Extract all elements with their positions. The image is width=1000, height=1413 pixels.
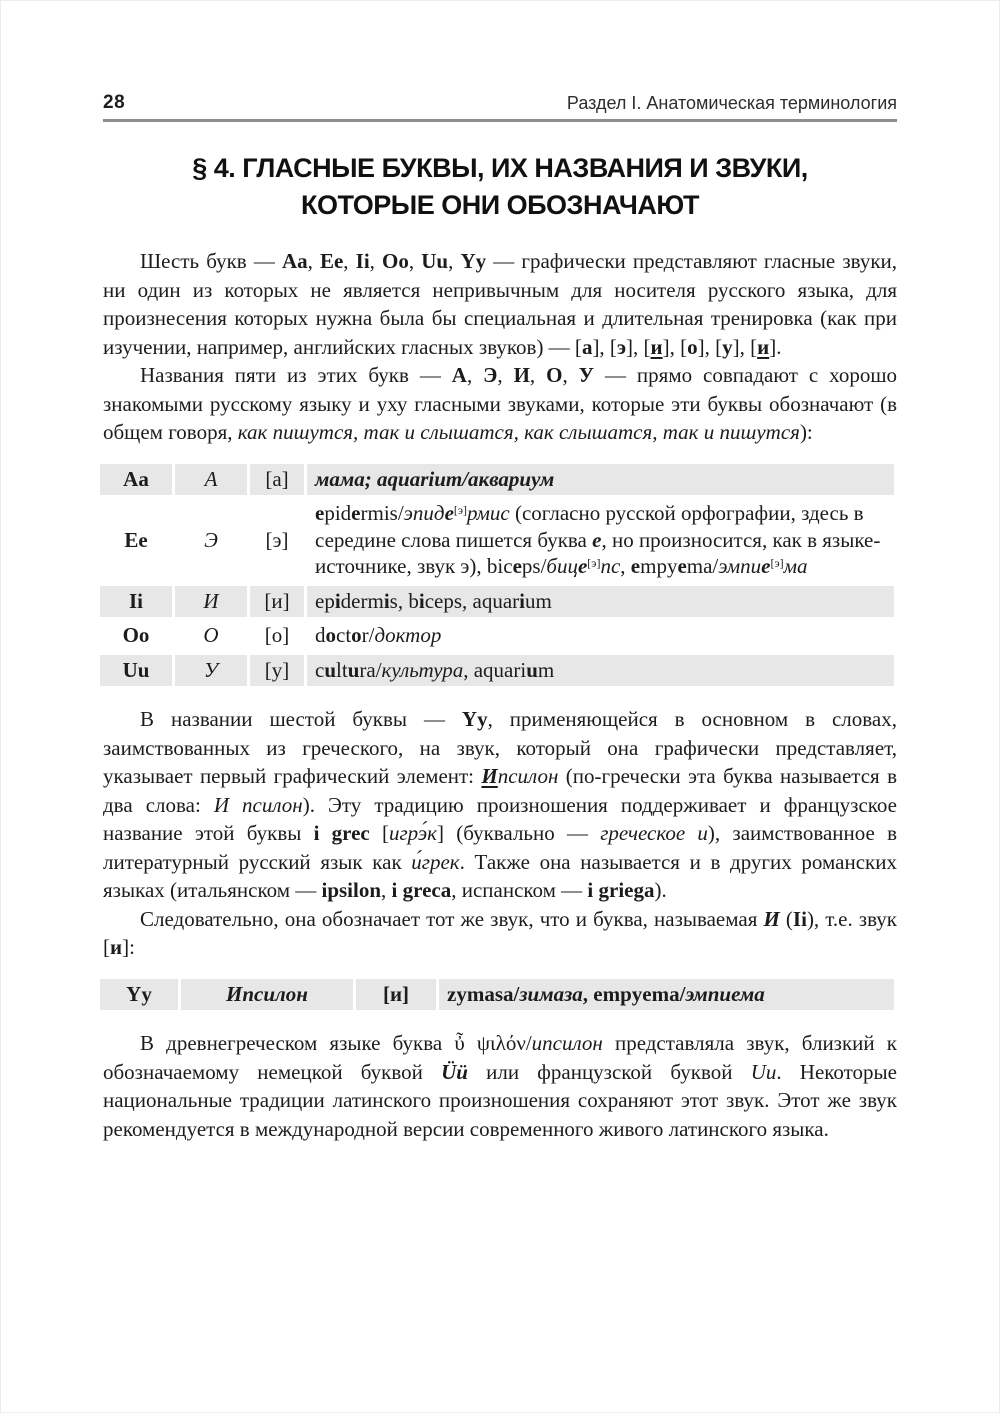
text-run: и [757, 334, 770, 359]
text-run: Aa [123, 466, 149, 491]
text-run: псилон [497, 764, 559, 788]
text-run: О [203, 623, 219, 647]
text-run: mpy [640, 554, 678, 578]
text-run: Yy [460, 249, 487, 273]
table-cell [250, 498, 304, 583]
text-run: rmis/ [360, 501, 404, 525]
text-run: / [679, 981, 686, 1006]
table-row [100, 498, 894, 583]
text-run: m [537, 657, 555, 682]
text-run: [э] [265, 527, 289, 552]
text-run: ceps, aquar [424, 588, 520, 613]
text-run: d [315, 623, 326, 647]
table-row [100, 655, 894, 687]
text-run: ипсилон [531, 1031, 603, 1055]
text-run: i [334, 588, 341, 613]
text-run: и [650, 334, 663, 359]
text-run: um [525, 588, 552, 613]
text-run: И [203, 588, 219, 613]
table-cell [356, 979, 436, 1011]
text-run: . Также она называется и в других романских языках (итальянском — [103, 849, 898, 902]
text-run: е [592, 527, 602, 552]
text-run: ], [ [662, 334, 688, 359]
table-row [100, 620, 894, 652]
text-run: , [497, 363, 514, 387]
text-run: ], [ [697, 334, 723, 359]
table-cell [307, 586, 894, 618]
text-run: ra/ [359, 657, 382, 682]
text-run: Oo [122, 623, 150, 647]
text-run: и [110, 935, 123, 959]
text-run: ). Эту традицию произношения поддерживает и французское название этой буквы [103, 792, 897, 845]
text-run: Ii [355, 249, 370, 273]
table-cell [307, 464, 894, 496]
text-run: , но произносится, как в языке-источнике, звук э), bic [315, 527, 881, 578]
text-run: Oo [382, 249, 409, 273]
text-run: Ii [128, 588, 143, 613]
paragraph-consequently [103, 905, 897, 962]
text-run: o [351, 623, 362, 647]
text-run: Yy [126, 981, 152, 1006]
text-run: e [315, 501, 325, 525]
table-cell [175, 586, 247, 618]
text-run: А [204, 466, 218, 491]
text-run: (согласно русской орфографии, здесь в середине слова пишется буква [315, 501, 864, 552]
text-run: пс [600, 554, 621, 578]
text-run: , [448, 249, 461, 273]
table-cell [307, 655, 894, 687]
text-run: и́грек [411, 849, 460, 874]
text-run: доктор [374, 623, 442, 647]
table-cell [100, 464, 172, 496]
text-run: е [761, 554, 771, 578]
table-cell [250, 464, 304, 496]
text-run: И [763, 906, 780, 931]
text-run: e [512, 554, 522, 578]
text-run: pid [324, 501, 352, 525]
text-run: ма [783, 554, 808, 578]
text-run: u [347, 657, 360, 682]
text-run: Aa [281, 249, 308, 273]
text-run: r/ [361, 623, 375, 647]
text-run: И псилон [213, 792, 303, 817]
table-cell [175, 498, 247, 583]
table-cell [175, 655, 247, 687]
text-run: ], [ [732, 334, 758, 359]
text-run: , применяющейся в основном в словах, заимствованных из греческого, на звук, который она графически представляет, указывает первый графический элемент: [103, 707, 897, 788]
text-run: эмпи [718, 554, 762, 578]
text-run: ), заимствованное в литературный русский язык как [103, 821, 897, 874]
text-run: u [324, 657, 337, 682]
running-head: Раздел I. Анатомическая терминология [566, 93, 897, 113]
text-run: Ипсилон [226, 981, 308, 1006]
text-run: игрэ́к [388, 821, 437, 845]
header-rule [103, 119, 897, 122]
text-run: Uu [421, 249, 449, 273]
paragraph-ancient-greek [103, 1029, 897, 1143]
text-run: ]: [122, 935, 135, 959]
table-cell [250, 586, 304, 618]
text-run: а [581, 334, 593, 359]
text-run: e [677, 554, 687, 578]
text-run: i grec [313, 821, 370, 845]
text-run: е [577, 554, 588, 578]
paragraph-six-letters [103, 247, 897, 361]
text-run: греческое и [600, 821, 708, 845]
text-run: . Некоторые национальные традиции латинского произношения сохраняют этот звук. Этот же звук рекомендуется в международной версии современного живого латинского языка. [103, 1059, 897, 1141]
text-run: зимаза [519, 981, 583, 1006]
text-run: / [513, 981, 520, 1006]
text-run: [э] [770, 556, 784, 570]
text-run: культура [381, 657, 464, 682]
text-run: Следовательно, она обозначает тот же звук, что и буква, называемая [140, 906, 764, 931]
book-page [103, 0, 897, 1143]
text-run: ], [ [592, 334, 617, 359]
text-run: , [408, 249, 422, 273]
text-run: ( [779, 906, 793, 931]
text-run: А [451, 363, 467, 387]
text-run: ], [ [626, 334, 651, 359]
text-run: i [383, 588, 390, 613]
text-run: У [578, 363, 595, 387]
text-run: Uu [122, 657, 150, 682]
text-run: / [525, 1031, 532, 1055]
table-cell [250, 620, 304, 652]
page-number: 28 [103, 92, 126, 113]
ypsilon-table [97, 976, 897, 1014]
text-run: ]. [769, 334, 782, 359]
text-run: О [546, 363, 563, 387]
page-header [103, 0, 897, 114]
table-cell [175, 620, 247, 652]
table-cell [439, 979, 894, 1011]
text-run: [и] [264, 588, 290, 613]
table-cell [100, 979, 178, 1011]
text-run: И [513, 363, 530, 387]
text-run: i greca [391, 878, 452, 902]
section-heading-line-1: § 4. ГЛАСНЫЕ БУКВЫ, ИХ НАЗВАНИЯ И ЗВУКИ, [192, 153, 808, 183]
text-run: [а] [265, 466, 289, 491]
body-content [103, 247, 897, 1143]
text-run: Ee [319, 249, 344, 273]
text-run: В названии шестой буквы — [140, 707, 462, 731]
text-run: о [687, 334, 698, 359]
text-run: биц [546, 554, 578, 578]
text-run: [э] [453, 503, 468, 517]
text-run: derm [340, 588, 384, 613]
section-heading [103, 150, 897, 224]
text-run: , [466, 363, 484, 387]
text-run: — графически представляют гласные звуки, ни один из которых не является непривычным для носителя русского языка, для произнесения которых нужна была бы специальная и длительная тренировка (как при изучении, например, английских гласных звуков) — [ [103, 249, 898, 359]
text-run: Ee [124, 527, 148, 552]
text-run: , [529, 363, 547, 387]
text-run: ὖ ψιλόν [454, 1031, 526, 1055]
text-run: е [444, 501, 454, 525]
text-run: [о] [264, 623, 290, 647]
text-run: , [620, 554, 631, 578]
text-run: эмпиема [685, 981, 765, 1006]
text-run: o [325, 623, 336, 647]
text-run: ): [799, 420, 813, 444]
text-run: ep [315, 588, 335, 613]
text-run: , aquari [463, 657, 527, 682]
table-cell [100, 586, 172, 618]
text-run: как пишутся, так и слышатся, как слышатся, так и пишутся [237, 420, 800, 444]
text-run: ipsilon [321, 878, 382, 902]
text-run: [ [369, 821, 389, 845]
text-run: ), т.е. звук [ [103, 906, 897, 959]
text-run: s, b [389, 588, 419, 613]
text-run: Э [204, 527, 218, 552]
text-run: [э] [587, 556, 601, 570]
text-run: В древнегреческом языке буква [140, 1031, 455, 1055]
text-run: Э [483, 363, 498, 387]
text-run: , [307, 249, 320, 273]
text-run: Шесть букв — [140, 249, 282, 273]
table-row [100, 464, 894, 496]
text-run: ). [654, 878, 667, 902]
text-run: Ii [792, 906, 807, 931]
paragraph-sixth-letter [103, 705, 897, 905]
section-heading-line-2: КОТОРЫЕ ОНИ ОБОЗНАЧАЮТ [300, 190, 700, 220]
text-run: i [519, 588, 525, 613]
text-run: u [526, 657, 538, 682]
text-run: ct [336, 623, 352, 647]
text-run: i [418, 588, 425, 613]
text-run: Названия пяти из этих букв — [140, 363, 452, 387]
table-row [100, 586, 894, 618]
text-run: Yy [461, 707, 488, 731]
text-run: , [369, 249, 383, 273]
text-run: empyema [593, 981, 680, 1006]
text-run: , [582, 981, 594, 1006]
text-run: , [343, 249, 356, 273]
text-run: Üü [441, 1059, 468, 1084]
text-run: , [381, 878, 392, 902]
text-run: lt [336, 657, 348, 682]
text-run: мама; aquarium/аквариум [315, 466, 555, 491]
text-run: эпид [403, 501, 445, 525]
text-run: представляла звук, близкий к обозначаемому немецкой буквой [103, 1031, 897, 1084]
text-run: e [630, 554, 641, 578]
text-run: рмис [467, 501, 510, 525]
table-cell [100, 620, 172, 652]
text-run: ] (буквально — [436, 821, 601, 845]
table-cell [307, 498, 894, 583]
text-run: э [616, 334, 627, 359]
text-run: zymasa [447, 981, 514, 1006]
table-cell [100, 655, 172, 687]
text-run: Uu [750, 1059, 777, 1084]
text-run: — прямо совпадают с хорошо знакомыми русскому языку и уху гласными звуками, которые эти буквы обозначают (в общем говоря, [103, 363, 898, 444]
table-cell [307, 620, 894, 652]
text-run: , испанском — [451, 878, 588, 902]
table-cell [100, 498, 172, 583]
table-cell [181, 979, 353, 1011]
paragraph-five-names [103, 361, 897, 447]
table-row [100, 979, 894, 1011]
text-run: ps/ [521, 554, 547, 578]
text-run: [и] [382, 981, 410, 1006]
text-run: у [722, 334, 733, 359]
text-run: [у] [264, 657, 290, 682]
text-run: У [203, 657, 219, 682]
text-run: ma/ [686, 554, 719, 578]
text-run: e [351, 501, 361, 525]
text-run: i griega [587, 878, 655, 902]
text-run: (по-гречески эта буква называется в два слова: [103, 764, 897, 817]
text-run: или французской буквой [467, 1059, 751, 1084]
vowel-letters-table [97, 461, 897, 690]
text-run: , [562, 363, 579, 387]
text-run: И [481, 764, 498, 788]
text-run: c [315, 657, 325, 682]
table-cell [250, 655, 304, 687]
table-cell [175, 464, 247, 496]
